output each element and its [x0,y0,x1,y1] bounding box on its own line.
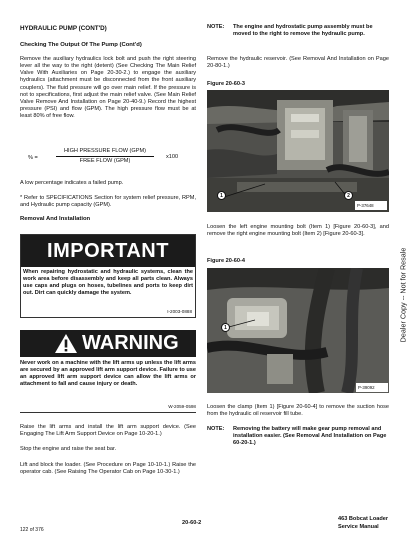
note-text: The engine and hydrostatic pump assembly must be moved to the right to remove the hydraulic pump. [233,24,373,38]
model-name: 463 Bobcat Loader [338,516,389,522]
figure-1-label: Figure 20-60-3 [207,81,245,87]
formula-denominator: FREE FLOW (GPM) [79,158,131,164]
note-battery-label: NOTE: [207,426,225,432]
note-label: NOTE: [207,24,225,30]
section-title: HYDRAULIC PUMP (CONT'D) [20,25,107,32]
flow-formula [20,147,196,171]
figure-1-callout-2: 2 [344,191,353,200]
figure-1-code: P-37648 [357,203,374,208]
page-count: 122 of 376 [20,527,44,533]
figure-1-photo [207,90,389,212]
stop-engine-paragraph: Stop the engine and raise the seat bar. [20,446,117,452]
figure-2-code: P-39092 [358,385,375,390]
loosen-clamp-paragraph: Loosen the clamp (Item 1) [Figure 20-60-4] to remove the suction hose from the hydraulic oil reservoir fill tube. [207,404,389,418]
warning-divider [20,412,196,413]
figure-2-photo [207,268,389,393]
formula-rhs: x100 [166,154,179,160]
suction-hose-photo-image [207,268,389,393]
remove-reservoir-paragraph: Remove the hydraulic reservoir. (See Removal And Installation on Page 20-80-1.) [207,56,389,70]
formula-fraction-bar [56,156,154,157]
important-box [20,234,196,318]
formula-lhs: % = [28,155,38,161]
important-code: I-2003-0888 [167,309,192,315]
engine-bolt-paragraph: Loosen the left engine mounting bolt (Item 1) [Figure 20-60-3], and remove the right engine mounting bolt (Item 2) [Figure 20-60-3]. [207,224,389,238]
lift-block-paragraph: Lift and block the loader. (See Procedure on Page 10-10-1.) Raise the operator cab. (See Raising The Operator Cab on Page 10-30-1.) [20,462,196,476]
removal-title: Removal And Installation [20,216,91,222]
note-battery-text: Removing the battery will make gear pump removal and installation easier. (See Removal And Installation on Page 60-20-1.) [233,426,387,447]
warning-text: Never work on a machine with the lift arms up unless the lift arms are secured by an approved lift arm support device. Failure to use an approved lift arm support device can allow the lift arms or attachment to fall and cause injury or death. [20,360,196,388]
figure-2-label: Figure 20-60-4 [207,258,245,264]
warning-header-bar [20,330,196,357]
figure-1-callout-1: 1 [217,191,226,200]
raise-lift-arms-paragraph: Raise the lift arms and install the lift arm support device. (See Engaging The Lift Arm Support Device on Page 10-20-1.) [20,424,196,438]
manual-name: Service Manual [338,524,379,530]
warning-code: W-2059-0598 [168,404,196,409]
checking-paragraph: Remove the auxiliary hydraulics lock bolt and push the right steering lever all the way to the right (detent) (See Checking The Main Relief Valve With Auxiliaries on Page 20-30-2.) to engage the auxiliary hydraulics (attachment must be disconnected from the front auxiliary couplers). The fluid pressure will go over main relief. If the pressure is not to specifications, first adjust the main relief valve. (See Main Relief Valve Remove And Installation on Page 20-40-9.) Record the highest pressure (PSI) and flow (GPM). The high pressure flow must be at least 80% of free flow. [20,56,196,120]
low-percentage-note: A low percentage indicates a failed pump. [20,180,124,186]
formula-numerator: HIGH PRESSURE FLOW (GPM) [63,148,147,154]
important-header: IMPORTANT [21,235,195,267]
dealer-copy-text: Dealer Copy -- Not for Resale [398,247,408,343]
figure-2-callout-1: 1 [221,323,230,332]
checking-title: Checking The Output Of The Pump (Cont'd) [20,42,142,48]
warning-triangle-icon [54,333,78,354]
page-footer [0,516,416,538]
dealer-copy-sidebar [396,210,410,380]
important-text: When repairing hydrostatic and hydraulic systems, clean the work area before disassembly and keep all parts clean. Always use caps and plugs on hoses, tubelines and ports to keep dirt out. Dirt can quickly damage the system. [23,269,193,297]
page-number: 20-60-2 [182,520,202,526]
warning-header: WARNING [82,332,179,354]
engine-mount-photo-image [207,90,389,212]
specifications-reference: * Refer to SPECIFICATIONS Section for system relief pressure, RPM, and Hydraulic pump capacity (GPM). [20,195,196,209]
